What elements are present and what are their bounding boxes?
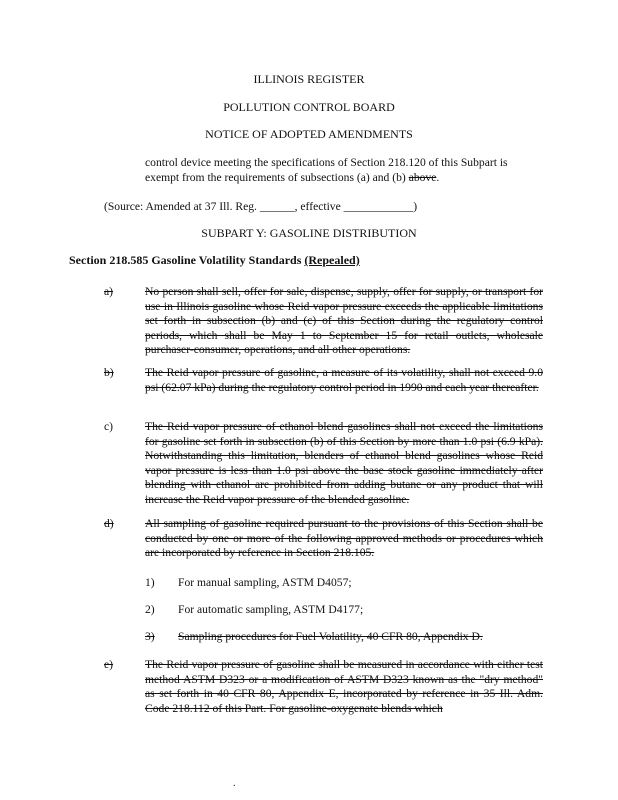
paragraph-c: The Reid vapor pressure of ethanol blend gasolines shall not exceed the limitations for gasoline set forth in subsection (b) of this Section by more than 1.0 psi (6.9 kPa). Notwithstanding this limitation, blenders of ethanol blend gasolines whose Reid vapor pressure is less than 1.0 psi above the base stock gasoline immediately after blending with ethanol are prohibited from adding butane or any product that will increase the Reid vapor pressure of the blended gasoline. <box>145 420 543 506</box>
paragraph-a: No person shall sell, offer for sale, dispense, supply, offer for supply, or transport for use in Illinois gasoline whose Reid vapor pressure exceeds the applicable limitations set forth in subsection (b) and (c) of this Section during the regulatory control periods, which shall be May 1 to September 15 for retail outlets, wholesale purchaser-consumer, operations, and all other operations. <box>145 285 543 356</box>
paragraph-e: The Reid vapor pressure of gasoline shall be measured in accordance with either test method ASTM D323 or a modification of ASTM D323 known as the "dry method" as set forth in 40 CFR 80, Appendix E, incorporated by reference in 35 Ill. Adm. Code 218.112 of this Part. For gasoline-oxygenate blends which <box>145 658 543 715</box>
subitem-2: For automatic sampling, ASTM D4177; <box>178 603 364 616</box>
paragraph-label-b: b) <box>104 366 114 379</box>
paragraph-label-e: e) <box>104 658 114 671</box>
paragraph-label-d: d) <box>104 517 114 530</box>
subitem-label-2: 2) <box>145 603 155 616</box>
continuation-paragraph: control device meeting the specifications of Section 218.120 of this Subpart is exempt from the requirements of subsections (a) and (b) above. <box>145 156 508 184</box>
subitem-3: Sampling procedures for Fuel Volatility, 40 CFR 80, Appendix D. <box>178 630 483 643</box>
paragraph-label-c: c) <box>104 420 114 433</box>
notice-title: NOTICE OF ADOPTED AMENDMENTS <box>205 127 413 141</box>
subitem-label-3: 3) <box>145 630 155 643</box>
page-mark: . <box>233 778 236 789</box>
source-note: (Source: Amended at 37 Ill. Reg. ______, effective ____________) <box>104 200 418 213</box>
section-heading: Section 218.585 Gasoline Volatility Standards (Repealed) <box>69 253 360 267</box>
subitem-1: For manual sampling, ASTM D4057; <box>178 576 352 589</box>
board-name: POLLUTION CONTROL BOARD <box>223 100 395 114</box>
subpart-heading: SUBPART Y: GASOLINE DISTRIBUTION <box>201 226 417 240</box>
paragraph-b: The Reid vapor pressure of gasoline, a measure of its volatility, shall not exceed 9.0 psi (62.07 kPa) during the regulatory control period in 1990 and each year thereafter. <box>145 366 543 394</box>
paragraph-label-a: a) <box>104 285 114 298</box>
subitem-label-1: 1) <box>145 576 155 589</box>
register-title: ILLINOIS REGISTER <box>0 72 618 87</box>
paragraph-d: All sampling of gasoline required pursuant to the provisions of this Section shall be conducted by one or more of the following approved methods or procedures which are incorporated by reference in Section 218.105. <box>145 517 543 559</box>
